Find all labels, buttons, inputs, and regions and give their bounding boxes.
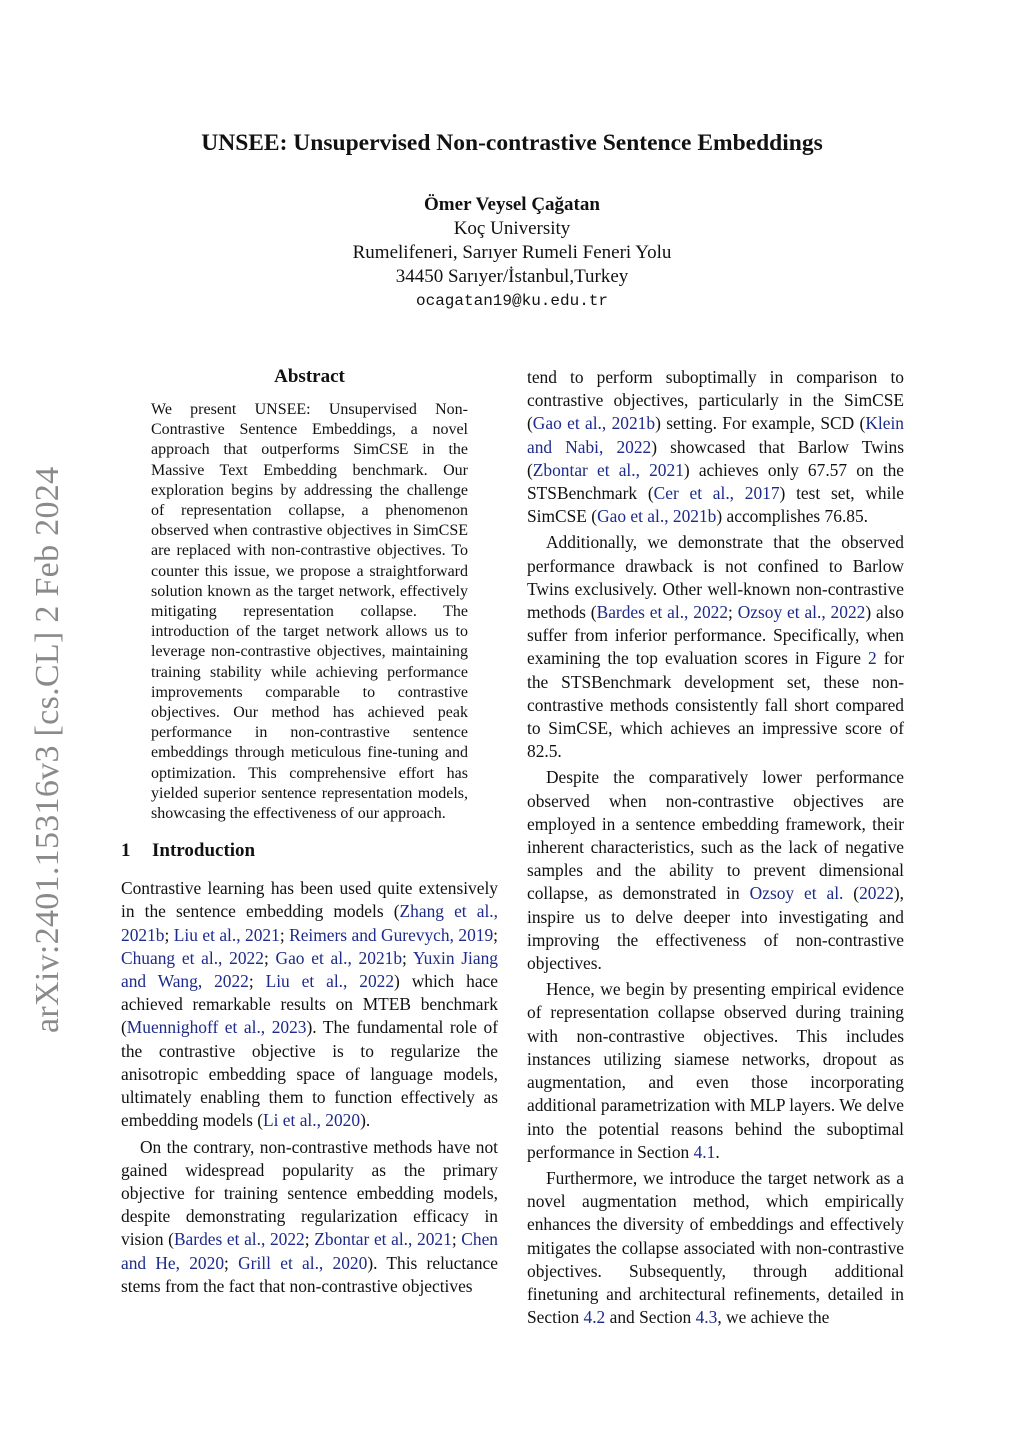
citation-link[interactable]: Liu et al., 2021 xyxy=(173,924,280,945)
abstract-text: We present UNSEE: Unsupervised Non-Contrastive Sentence Embeddings, a novel approach that outperforms SimCSE in the Massive Text Embedding benchmark. Our exploration begins by addressing the challenge of representation collapse, a phenomenon observed when contrastive objectives in SimCSE are replaced with non-contrastive objectives. To counter this issue, we propose a straightforward solution known as the target network, effectively mitigating representation collapse. The introduction of the target network allows us to leverage non-contrastive objectives, maintaining training stability while achieving performance improvements comparable to contrastive objectives. Our method has achieved peak performance in non-contrastive sentence embeddings through meticulous fine-tuning and optimization. This comprehensive effort has yielded superior sentence representation models, showcasing the effectiveness of our approach. xyxy=(151,401,468,823)
author-name: Ömer Veysel Çağatan xyxy=(424,194,600,215)
citation-link[interactable]: Gao et al., 2021b xyxy=(597,506,717,527)
right-column xyxy=(527,366,904,1329)
citation-link[interactable]: Bardes et al., 2022 xyxy=(596,602,729,623)
citation-link[interactable]: 2022 xyxy=(859,883,894,904)
abstract-heading: Abstract xyxy=(274,366,345,387)
citation-link[interactable]: Zhang et al., 2021b xyxy=(121,901,498,945)
author-affiliation: Koç University xyxy=(453,218,571,239)
citation-link[interactable]: Bardes et al., 2022 xyxy=(173,1229,305,1250)
figure-ref-link[interactable]: 2 xyxy=(867,648,877,669)
paper-title: UNSEE: Unsupervised Non-contrastive Sentence Embeddings xyxy=(201,130,823,156)
citation-link[interactable]: Ozsoy et al., 2022 xyxy=(737,602,866,623)
section-heading-introduction xyxy=(121,840,498,862)
citation-link[interactable]: Grill et al., 2020 xyxy=(238,1252,368,1273)
citation-link[interactable]: Li et al., 2020 xyxy=(263,1110,361,1131)
intro-paragraph-3: tend to perform suboptimally in comparison to contrastive objectives, particularly in the SimCSE (Gao et al., 2021b) setting. For example, SCD (Klein and Nabi, 2022) showcased that Barlow Twins (Zbontar et al., 2021) achieves only 67.57 on the STSBenchmark (Cer et al., 2017) test set, while SimCSE (Gao et al., 2021b) accomplishes 76.85. xyxy=(527,367,905,527)
citation-link[interactable]: Muennighoff et al., 2023 xyxy=(126,1017,307,1038)
left-column xyxy=(121,366,498,1298)
citation-link[interactable]: Klein and Nabi, 2022 xyxy=(527,413,904,457)
citation-link[interactable]: Ozsoy et al. xyxy=(749,883,844,904)
citation-link[interactable]: Cer et al., 2017 xyxy=(653,483,780,504)
citation-link[interactable]: Liu et al., 2022 xyxy=(265,971,395,992)
citation-link[interactable]: Zbontar et al., 2021 xyxy=(532,459,684,480)
section-title: Introduction xyxy=(152,840,256,862)
citation-link[interactable]: Chuang et al., 2022 xyxy=(121,947,264,968)
intro-paragraph-4: Additionally, we demonstrate that the observed performance drawback is not confined to Barlow Twins exclusively. Other well-known non-contrastive methods (Bardes et al., 2022; Ozsoy et al., 2022) also suffer from inferior performance. Specifically, when examining the top evaluation scores in Figure 2 for the STSBenchmark development set, these non-contrastive methods consistently fall short compared to SimCSE, which achieves an impressive score of 82.5. xyxy=(527,532,905,762)
citation-link[interactable]: Reimers and Gurevych, 2019 xyxy=(289,924,494,945)
section-ref-link[interactable]: 4.3 xyxy=(695,1307,718,1328)
author-email[interactable]: ocagatan19@ku.edu.tr xyxy=(415,292,609,310)
intro-paragraph-7: Furthermore, we introduce the target network as a novel augmentation method, which empirically enhances the diversity of embeddings and effectively mitigates the collapse associated with non-contrastive objectives. Subsequently, through additional finetuning and architectural refinements, detailed in Section 4.2 and Section 4.3, we achieve the xyxy=(527,1167,904,1328)
citation-link[interactable]: Zbontar et al., 2021 xyxy=(314,1229,452,1250)
intro-paragraph-5: Despite the comparatively lower performance observed when non-contrastive objectives are employed in a sentence embedding framework, their inherent characteristics, such as the lack of negative samples and the ability to prevent dimensional collapse, as demonstrated in Ozsoy et al. (2022), inspire us to delve deeper into investigating and improving the effectiveness of non-contrastive objectives. xyxy=(527,767,904,974)
citation-link[interactable]: Gao et al., 2021b xyxy=(532,413,656,434)
citation-link[interactable]: Yuxin Jiang and Wang, 2022 xyxy=(121,947,498,992)
author-block xyxy=(0,193,1024,313)
section-number: 1 xyxy=(121,840,131,862)
citation-link[interactable]: Chen and He, 2020 xyxy=(121,1229,499,1273)
arxiv-side-stamp: arXiv:2401.15316v3 [cs.CL] 2 Feb 2024 xyxy=(29,466,66,1034)
section-ref-link[interactable]: 4.2 xyxy=(583,1307,606,1328)
section-ref-link[interactable]: 4.1 xyxy=(693,1141,716,1162)
author-address-line-1: Rumelifeneri, Sarıyer Rumeli Feneri Yolu xyxy=(352,242,672,263)
intro-paragraph-6: Hence, we begin by presenting empirical evidence of representation collapse observed during training with non-contrastive objectives. This includes instances utilizing siamese networks, dropout as augmentation, and even those incorporating additional parametrization with MLP layers. We delve into the potential reasons behind the suboptimal performance in Section 4.1. xyxy=(527,979,904,1162)
author-address-line-2: 34450 Sarıyer/İstanbul,Turkey xyxy=(395,266,629,287)
intro-paragraph-2: On the contrary, non-contrastive methods have not gained widespread popularity as the primary objective for training sentence embedding models, despite demonstrating regularization efficacy in vision (Bardes et al., 2022; Zbontar et al., 2021; Chen and He, 2020; Grill et al., 2020). This reluctance stems from the fact that non-contrastive objectives xyxy=(121,1136,499,1296)
citation-link[interactable]: Gao et al., 2021b xyxy=(275,947,403,968)
intro-paragraph-1: Contrastive learning has been used quite extensively in the sentence embedding models (Zhang et al., 2021b; Liu et al., 2021; Reimers and Gurevych, 2019; Chuang et al., 2022; Gao et al., 2021b; Yuxin Jiang and Wang, 2022; Liu et al., 2022) which hace achieved remarkable results on MTEB benchmark (Muennighoff et al., 2023). The fundamental role of the contrastive objective is to regularize the anisotropic embedding space of language models, ultimately enabling them to function effectively as embedding models (Li et al., 2020). xyxy=(121,878,499,1131)
